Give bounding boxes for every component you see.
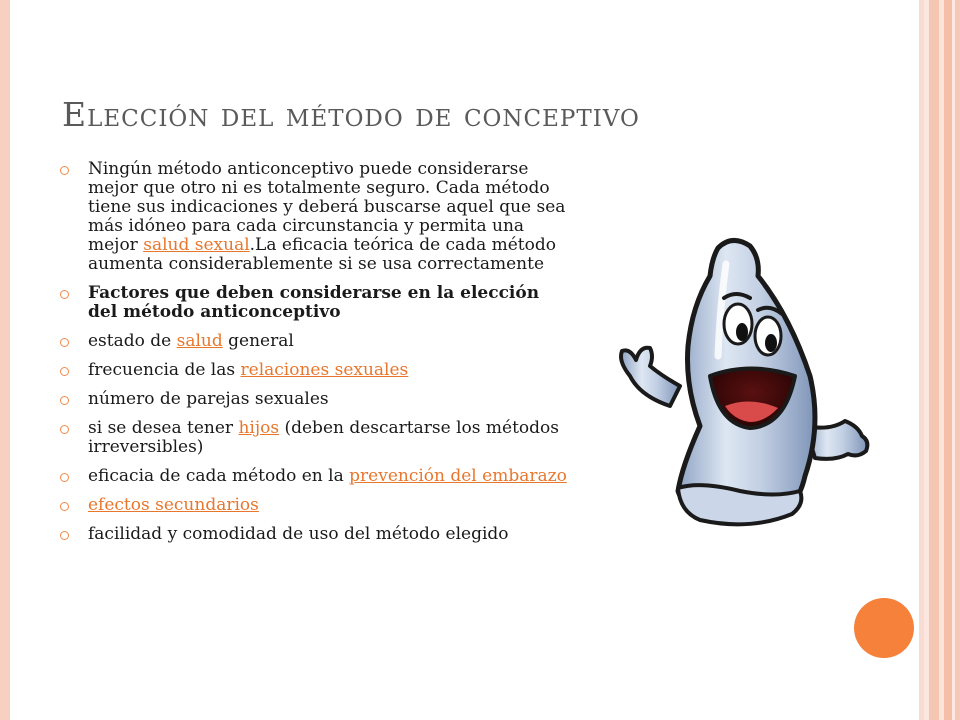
bullet-item: [60, 525, 570, 544]
hollow-circle-bullet-icon: [60, 367, 69, 376]
hyperlink[interactable]: hijos: [238, 418, 280, 438]
bullet-text: frecuencia de las: [88, 360, 241, 380]
hollow-circle-bullet-icon: [60, 290, 69, 299]
slide-title: Elección del método de conceptivo: [62, 95, 640, 134]
bullet-text: número de parejas sexuales: [88, 389, 329, 409]
hollow-circle-bullet-icon: [60, 502, 69, 511]
bullet-text: (deben descartarse los métodos irreversibles): [88, 418, 559, 457]
bullet-item: [60, 361, 570, 380]
bullet-item: [60, 332, 570, 351]
right-border-stripes: [919, 0, 960, 720]
bullet-item: [60, 390, 570, 409]
hollow-circle-bullet-icon: [60, 338, 69, 347]
bullet-text: .La eficacia teórica de cada método aumenta considerablemente si se usa correctamente: [88, 235, 556, 274]
hollow-circle-bullet-icon: [60, 166, 69, 175]
hollow-circle-bullet-icon: [60, 425, 69, 434]
bullet-text: eficacia de cada método en la: [88, 466, 350, 486]
bullet-text: Ningún método anticonceptivo puede considerarse mejor que otro ni es totalmente seguro. Cada método tiene sus indicaciones y deberá buscarse aquel que sea más idóneo para cada circunstancia y permita una mejor: [88, 159, 566, 255]
bullet-text: Factores que deben considerarse en la elección del método anticonceptivo: [88, 283, 540, 322]
left-border-decoration: [0, 0, 13, 720]
hyperlink[interactable]: efectos secundarios: [88, 495, 259, 515]
hyperlink[interactable]: prevención del embarazo: [349, 466, 567, 486]
cartoon-condom-character-icon: [600, 236, 880, 536]
hollow-circle-bullet-icon: [60, 531, 69, 540]
bullet-text: general: [222, 331, 294, 351]
hyperlink[interactable]: relaciones sexuales: [240, 360, 409, 380]
hyperlink[interactable]: salud: [176, 331, 223, 351]
accent-circle: [854, 598, 914, 658]
bullet-text: si se desea tener: [88, 418, 239, 438]
bullet-item: [60, 496, 570, 515]
bullet-item: [60, 160, 570, 274]
hollow-circle-bullet-icon: [60, 473, 69, 482]
bullet-item: [60, 284, 570, 322]
hyperlink[interactable]: salud sexual: [143, 235, 250, 255]
bullet-text: estado de: [88, 331, 177, 351]
bullet-list: [60, 160, 570, 554]
bullet-item: [60, 419, 570, 457]
bullet-text: facilidad y comodidad de uso del método elegido: [88, 524, 509, 544]
bullet-item: [60, 467, 570, 486]
hollow-circle-bullet-icon: [60, 396, 69, 405]
